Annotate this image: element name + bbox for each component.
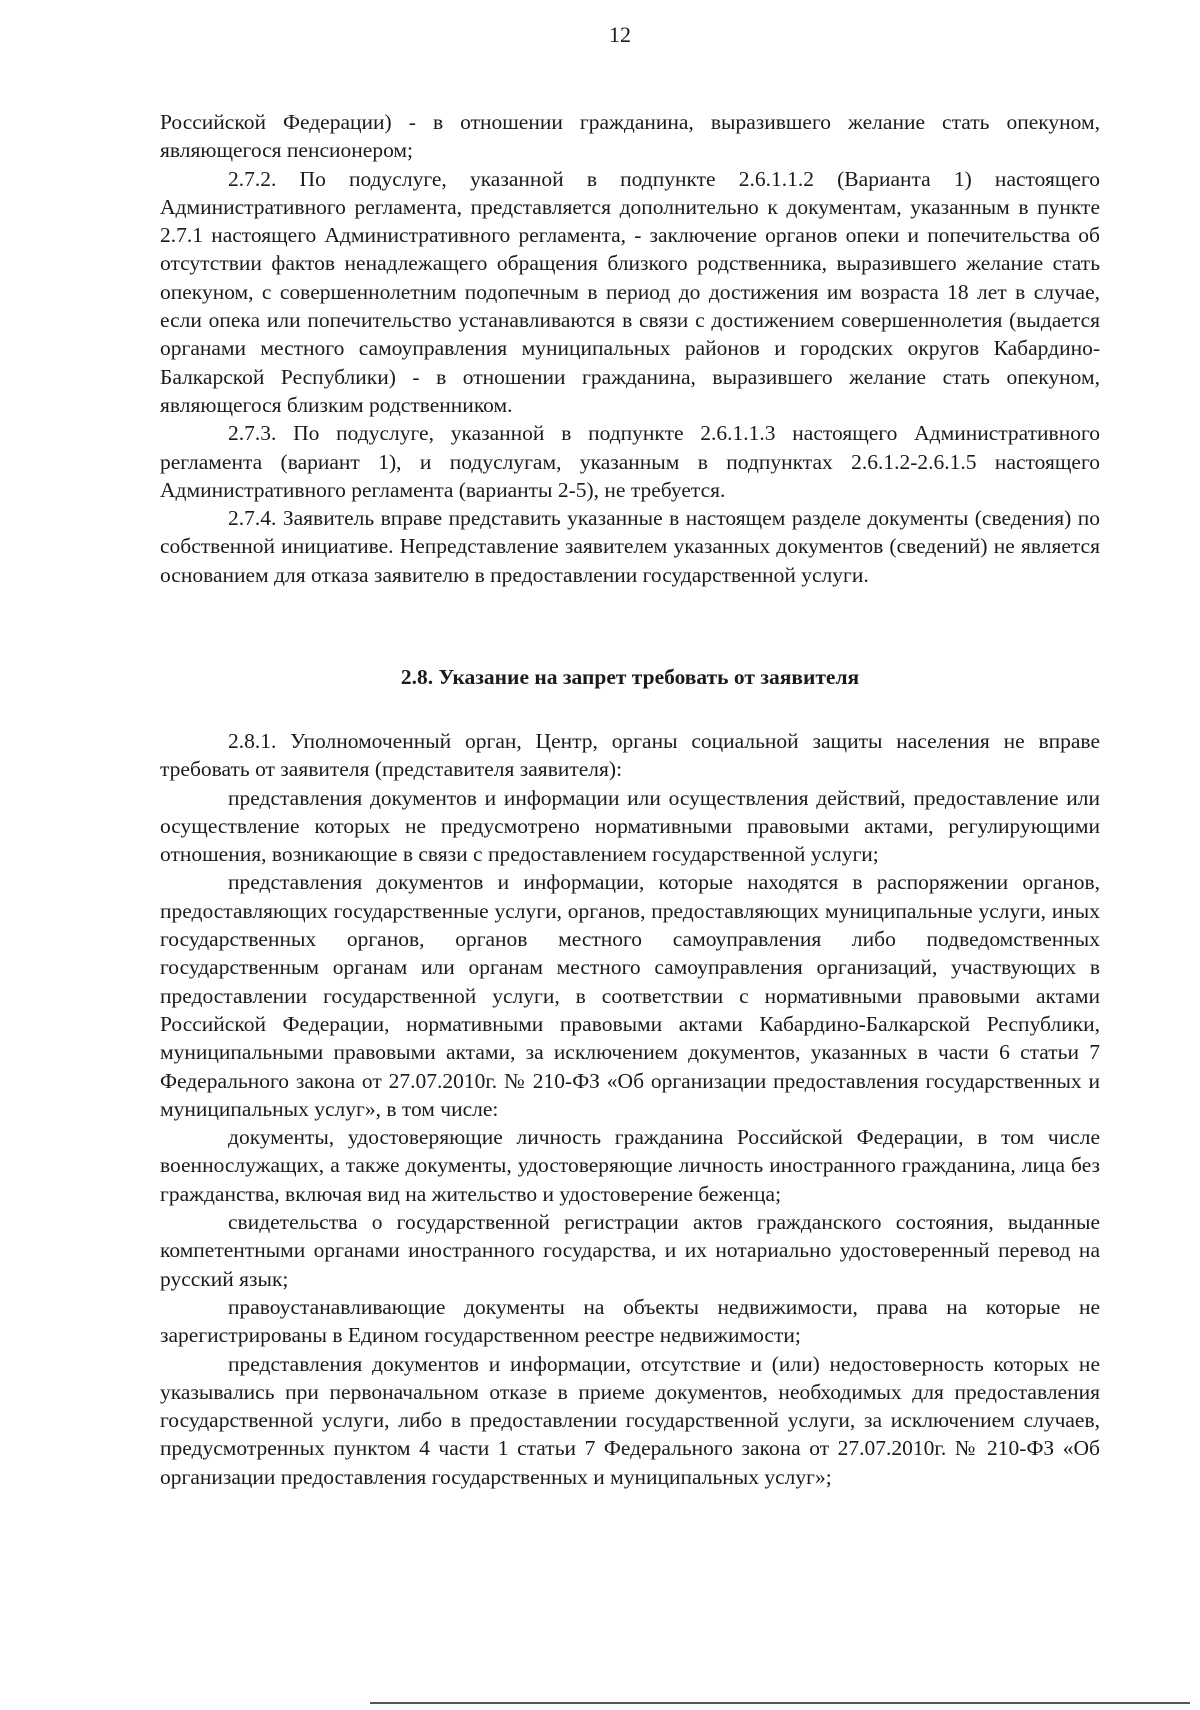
section-2-8-body: [160, 727, 1100, 1491]
scan-edge-line: [370, 1702, 1190, 1704]
sub-list-item: документы, удостоверяющие личность гражданина Российской Федерации, в том числе военнослужащих, а также документы, удостоверяющие личность иностранного гражданина, лица без гражданства, включая вид на жительство и удостоверение беженца;: [160, 1125, 1100, 1206]
list-item: представления документов и информации, которые находятся в распоряжении органов, предоставляющих государственные услуги, органов, предоставляющих муниципальные услуги, иных государственных органов, органов местного самоуправления либо подведомственных государственным органам или органам местного самоуправления организаций, участвующих в предоставлении государственной услуги, в соответствии с нормативными правовыми актами Российской Федерации, нормативными правовыми актами Кабардино-Балкарской Республики, муниципальными правовыми актами, за исключением документов, указанных в части 6 статьи 7 Федерального закона от 27.07.2010г. № 210-ФЗ «Об организации предоставления государственных и муниципальных услуг», в том числе:: [160, 870, 1100, 1121]
page-number: 12: [609, 22, 631, 47]
paragraph-2-8-1: 2.8.1. Уполномоченный орган, Центр, органы социальной защиты населения не вправе требовать от заявителя (представителя заявителя):: [160, 729, 1100, 782]
paragraph-2-7-3: 2.7.3. По подуслуге, указанной в подпункте 2.6.1.1.3 настоящего Административного регламента (вариант 1), и подуслугам, указанным в подпунктах 2.6.1.2-2.6.1.5 настоящего Административного регламента (варианты 2-5), не требуется.: [160, 421, 1100, 502]
paragraph-2-7-4: 2.7.4. Заявитель вправе представить указанные в настоящем разделе документы (сведения) по собственной инициативе. Непредставление заявителем указанных документов (сведений) не является основанием для отказа заявителю в предоставлении государственной услуги.: [160, 506, 1100, 587]
list-item: представления документов и информации или осуществления действий, предоставление или осуществление которых не предусмотрено нормативными правовыми актами, регулирующими отношения, возникающие в связи с предоставлением государственной услуги;: [160, 785, 1100, 867]
list-item: представления документов и информации, отсутствие и (или) недостоверность которых не указывались при первоначальном отказе в приеме документов, необходимых для предоставления государственной услуги, либо в предоставлении государственной услуги, за исключением случаев, предусмотренных пунктом 4 части 1 статьи 7 Федерального закона от 27.07.2010г. № 210-ФЗ «Об организации предоставления государственных и муниципальных услуг»;: [160, 1351, 1100, 1489]
paragraph: Российской Федерации) - в отношении гражданина, выразившего желание стать опекуном, являющегося пенсионером;: [160, 110, 1100, 163]
paragraph-2-7-2: 2.7.2. По подуслуге, указанной в подпункте 2.6.1.1.2 (Варианта 1) настоящего Административного регламента, представляется дополнительно к документам, указанным в пункте 2.7.1 настоящего Административного регламента, - заключение органов опеки и попечительства об отсутствии фактов ненадлежащего обращения близкого родственника, выразившего желание стать опекуном, с совершеннолетним подопечным в период до достижения им возраста 18 лет в случае, если опека или попечительство устанавливаются в связи с достижением совершеннолетия (выдается органами местного самоуправления муниципальных районов и городских округов Кабардино-Балкарской Республики) - в отношении гражданина, выразившего желание стать опекуном, являющегося близким родственником.: [160, 166, 1100, 417]
sub-list-item: правоустанавливающие документы на объекты недвижимости, права на которые не зарегистрированы в Едином государственном реестре недвижимости;: [160, 1294, 1100, 1348]
sub-list-item: свидетельства о государственной регистрации актов гражданского состояния, выданные компетентными органами иностранного государства, и их нотариально удостоверенный перевод на русский язык;: [160, 1210, 1100, 1291]
section-2-7-continuation: [160, 108, 1100, 589]
section-heading-2-8: 2.8. Указание на запрет требовать от заявителя: [400, 665, 860, 689]
